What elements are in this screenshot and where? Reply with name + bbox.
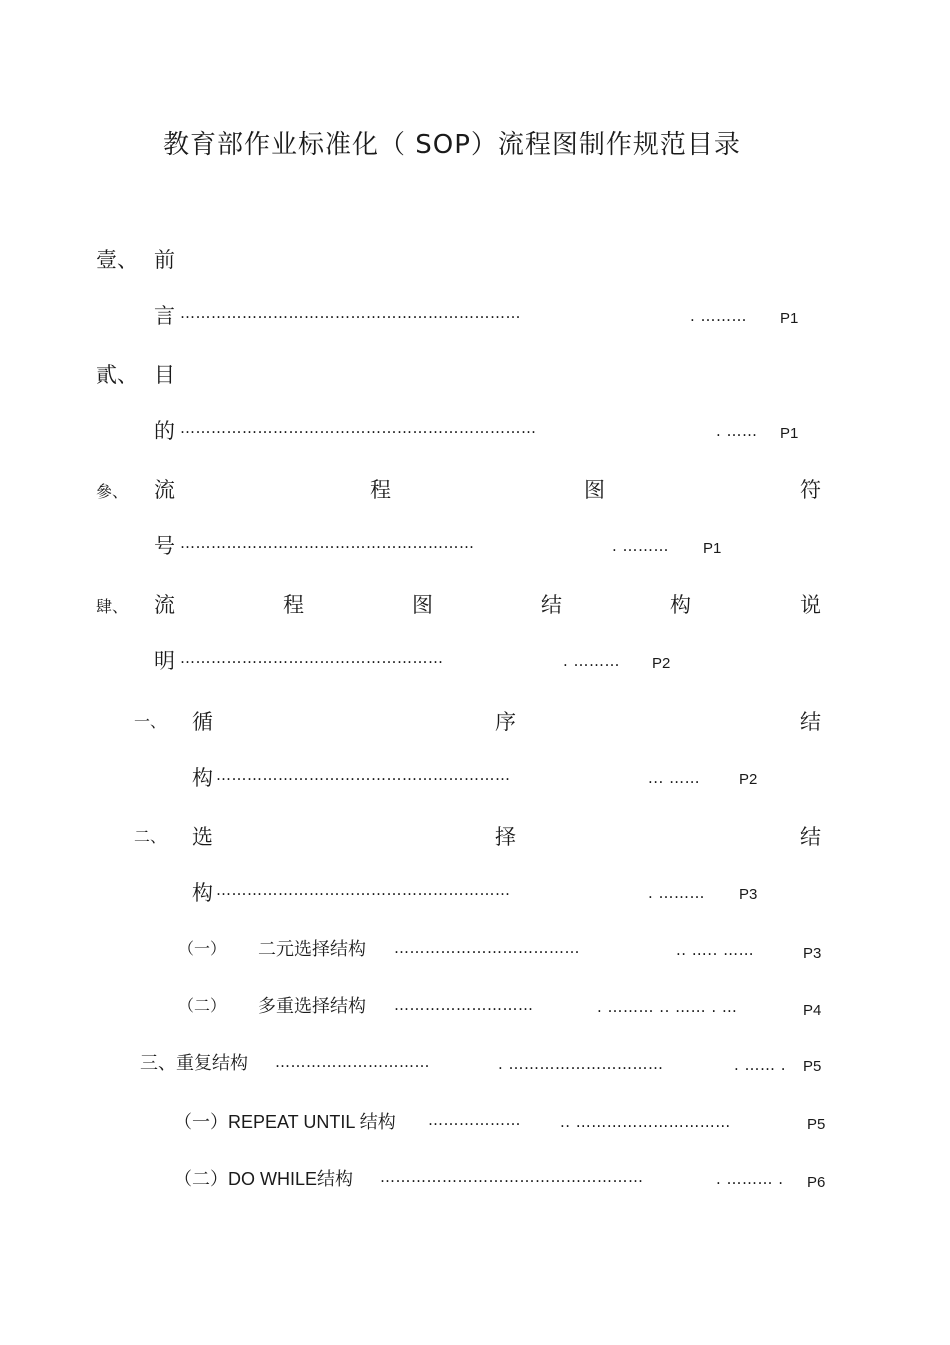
- toc-subsection-2-char: 选: [192, 825, 213, 849]
- toc-subsection-2-number: 二、: [134, 827, 167, 846]
- toc-section-4-number: 肆、: [96, 597, 129, 616]
- toc-leader-dots: ……………………………………………: [180, 651, 444, 666]
- toc-page-number[interactable]: P1: [780, 310, 799, 327]
- toc-leader-dots: ………………………………: [394, 941, 580, 956]
- toc-section-3-char: 号: [154, 534, 175, 558]
- toc-leader-dots: …………………………: [275, 1055, 430, 1070]
- toc-page-number[interactable]: P4: [803, 1002, 822, 1019]
- toc-section-2-char: 的: [154, 419, 175, 443]
- toc-page-number[interactable]: P1: [703, 540, 722, 557]
- toc-leader-dots: ... ……: [648, 771, 701, 786]
- toc-section-3-char: 流: [154, 478, 175, 502]
- toc-section-3-char: 图: [584, 478, 605, 502]
- toc-page-number[interactable]: P6: [807, 1174, 826, 1191]
- toc-leader-dots: . …… .: [734, 1058, 787, 1073]
- toc-item-label: （二）DO WHILE结构: [174, 1169, 354, 1189]
- toc-subsection-2-char: 构: [192, 881, 213, 905]
- toc-leader-dots: . ………: [612, 539, 670, 554]
- toc-page-number[interactable]: P5: [807, 1116, 826, 1133]
- toc-section-3-char: 程: [370, 478, 391, 502]
- toc-subsection-3-label: 三、重复结构: [140, 1053, 248, 1074]
- toc-leader-dots: . ……: [716, 424, 758, 439]
- toc-subsection-1-char: 构: [192, 766, 213, 790]
- toc-item-label: （一）REPEAT UNTIL 结构: [174, 1112, 396, 1132]
- toc-page-number[interactable]: P2: [652, 655, 671, 672]
- toc-section-1-char: 言: [154, 304, 175, 328]
- toc-item-number: （一）: [178, 939, 227, 958]
- toc-leader-dots: . …………………………: [498, 1057, 664, 1072]
- toc-section-1-number: 壹、: [96, 248, 138, 272]
- toc-section-1-char: 前: [154, 248, 175, 272]
- toc-leader-dots: …………………………………………………………: [180, 306, 521, 321]
- page-title: 教育部作业标准化（ SOP）流程图制作规范目录: [163, 130, 741, 160]
- toc-page-number[interactable]: P3: [803, 945, 822, 962]
- toc-item-label: 二元选择结构: [258, 939, 366, 960]
- toc-section-2-number: 貳、: [96, 363, 138, 387]
- toc-leader-dots: …………………………………………………: [216, 768, 511, 783]
- toc-leader-dots: . ………: [648, 886, 706, 901]
- toc-leader-dots: ………………………: [394, 998, 534, 1013]
- toc-subsection-2-char: 结: [800, 825, 821, 849]
- toc-section-4-char: 程: [283, 593, 304, 617]
- toc-section-4-char: 结: [541, 593, 562, 617]
- toc-section-2-char: 目: [154, 363, 175, 387]
- toc-leader-dots: . ……… .: [716, 1172, 784, 1187]
- toc-section-4-char: 构: [670, 593, 691, 617]
- toc-leader-dots: …………………………………………………: [180, 536, 475, 551]
- toc-leader-dots: ……………………………………………………………: [180, 421, 537, 436]
- toc-subsection-1-char: 序: [495, 710, 516, 734]
- toc-subsection-1-number: 一、: [134, 712, 167, 731]
- toc-leader-dots: . ………: [690, 309, 748, 324]
- toc-subsection-2-char: 择: [495, 825, 516, 849]
- toc-leader-dots: .. ….. ……: [676, 943, 755, 958]
- toc-section-4-char: 说: [800, 593, 821, 617]
- toc-subsection-1-char: 结: [800, 710, 821, 734]
- toc-leader-dots: . ……… .. …… . …: [597, 1000, 738, 1015]
- toc-section-3-number: 參、: [96, 482, 129, 501]
- toc-leader-dots: …………………………………………………: [216, 883, 511, 898]
- toc-section-4-char: 图: [412, 593, 433, 617]
- toc-item-label: 多重选择结构: [258, 996, 366, 1017]
- toc-subsection-1-char: 循: [192, 710, 213, 734]
- toc-leader-dots: .. …………………………: [560, 1115, 731, 1130]
- toc-item-number: （二）: [178, 996, 227, 1015]
- toc-page-number[interactable]: P2: [739, 771, 758, 788]
- toc-section-4-char: 明: [154, 649, 175, 673]
- toc-section-4-char: 流: [154, 593, 175, 617]
- toc-leader-dots: . ………: [563, 654, 621, 669]
- toc-page-number[interactable]: P1: [780, 425, 799, 442]
- toc-leader-dots: ………………: [428, 1113, 521, 1128]
- toc-page-number[interactable]: P3: [739, 886, 758, 903]
- toc-leader-dots: ……………………………………………: [380, 1170, 644, 1185]
- toc-section-3-char: 符: [800, 478, 821, 502]
- toc-page-number[interactable]: P5: [803, 1058, 822, 1075]
